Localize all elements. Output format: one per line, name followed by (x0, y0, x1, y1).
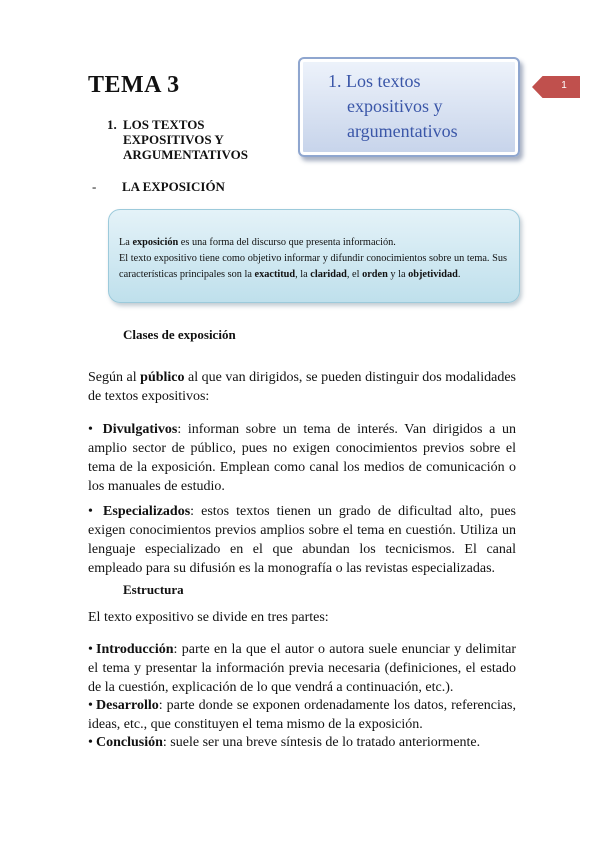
list-item-text: : parte en la que el autor o autora suele enunciar y delimitar el tema y presentar la información previa necesaria (definiciones, el estado de la cuestión, explicación de lo que vendrá a continuación, etc.). (88, 642, 516, 695)
banner-text (328, 69, 512, 144)
outline-heading (107, 117, 248, 162)
outline-line-3: ARGUMENTATIVOS (123, 147, 248, 162)
clases-heading: Clases de exposición (123, 327, 236, 342)
definition-box (108, 209, 520, 303)
page-number-tag (532, 76, 580, 98)
bullet-icon: • (88, 642, 93, 657)
def-text: , la (295, 269, 311, 280)
def-text: . (457, 269, 461, 280)
def-text: , el (346, 269, 363, 280)
list-item (88, 696, 516, 734)
list-item-term: Especializados (103, 504, 191, 519)
page-number: 1 (561, 80, 567, 91)
def-text: es una forma del discurso que presenta información. (178, 237, 396, 248)
def-term: objetividad (408, 269, 458, 280)
list-item (88, 502, 516, 578)
list-item (88, 420, 516, 496)
banner-line-2: expositivos y (347, 96, 443, 116)
def-term: exactitud (254, 269, 296, 280)
page-title: TEMA 3 (88, 72, 180, 98)
list-item-term: Desarrollo (96, 698, 159, 713)
clases-intro (88, 368, 516, 406)
outline-number: 1. (107, 117, 117, 132)
def-term: orden (362, 269, 388, 280)
def-text: La (119, 237, 133, 248)
list-item-term: Introducción (96, 642, 174, 657)
outline-line-2: EXPOSITIVOS Y (123, 132, 224, 147)
section-heading (92, 179, 225, 195)
estructura-heading: Estructura (123, 582, 184, 597)
section-dash: - (92, 179, 97, 194)
topic-banner (298, 57, 520, 157)
bullet-icon: • (88, 735, 93, 750)
section-heading-text: LA EXPOSICIÓN (122, 179, 225, 194)
body-text: Según al (88, 370, 141, 385)
body-text: al que van dirigidos, se pueden distinguir dos modalidades de textos expositivos: (88, 370, 516, 404)
list-item-text: : suele ser una breve síntesis de lo tratado anteriormente. (162, 735, 481, 750)
def-term: claridad (310, 269, 347, 280)
outline-line-1: LOS TEXTOS (123, 117, 205, 132)
list-item-text: : informan sobre un tema de interés. Van dirigidos a un amplio sector de público, pues no exigen conocimientos previos sobre el tema de la exposición. Emplean como canal los medios de comunicación o los manuales de estudio. (88, 422, 516, 494)
def-text: y la (387, 269, 409, 280)
list-item-text: : estos textos tienen un grado de dificultad alto, pues exigen conocimientos previos amplios sobre el tema en cuestión. Utiliza un lenguaje especializado en el que abundan los tecnicismos. El canal empleado para su difusión es la monografía o las revistas especializadas. (88, 504, 516, 576)
bullet-icon: • (88, 504, 93, 519)
estructura-intro: El texto expositivo se divide en tres partes: (88, 610, 329, 625)
definition-text (119, 235, 507, 283)
body-term: público (140, 370, 185, 385)
bullet-icon: • (88, 422, 93, 437)
bullet-icon: • (88, 698, 93, 713)
list-item (88, 733, 516, 752)
banner-line-3: argumentativos (347, 121, 458, 141)
definition-line-1 (119, 235, 507, 251)
list-item-term: Divulgativos (102, 422, 178, 437)
banner-line-1: 1. Los textos (328, 71, 421, 91)
def-term: exposición (132, 237, 179, 248)
list-item-text: : parte donde se exponen ordenadamente los datos, referencias, ideas, etc., que constituyen el tema mismo de la exposición. (88, 698, 516, 732)
def-text: El texto expositivo tiene como objetivo informar y difundir conocimientos sobre un tema. Sus características principales son la (119, 253, 507, 280)
definition-line-2 (119, 251, 507, 283)
list-item (88, 640, 516, 697)
list-item-term: Conclusión (96, 735, 163, 750)
